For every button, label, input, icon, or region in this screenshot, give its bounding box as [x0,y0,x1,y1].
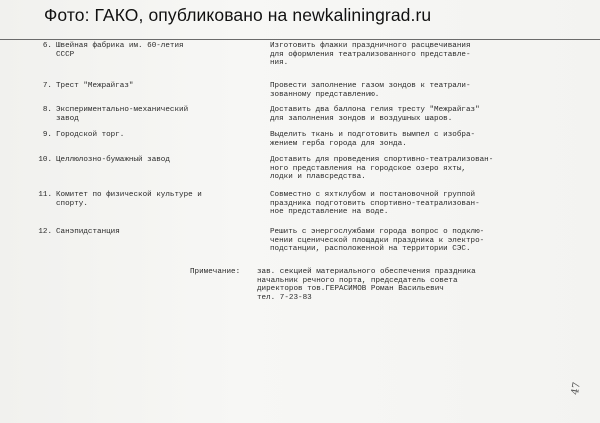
note-label: Примечание: [190,268,241,276]
item-organization: Швейная фабрика им. 60-летия СССР [56,42,184,59]
item-number: 9. [42,131,52,139]
item-number: 12. [38,228,52,236]
item-organization: Трест "Межрайгаз" [56,82,134,90]
photo-caption: Фото: ГАКО, опубликовано на newkaliningrad.ru [44,5,432,25]
item-number: 7. [42,82,52,90]
item-number: 11. [38,191,52,199]
item-task: Решить с энергослужбами города вопрос о подклю- чении сценической площадки праздника к электро- подстанции, расположенной на территории СЭС. [270,228,485,254]
top-divider [0,39,600,40]
item-task: Выделить ткань и подготовить вымпел с изобра- жением герба города для зонда. [270,131,476,148]
note-text: зав. секцией материального обеспечения праздника начальник речного порта, председатель совета директоров тов.ГЕРАСИМОВ Роман Васильевич тел. 7-23-83 [257,268,476,302]
item-task: Доставить два баллона гелия тресту "Межрайгаз" для заполнения зондов и воздушных шаров. [270,106,480,123]
item-organization: Целлюлозно-бумажный завод [56,156,170,164]
item-number: 10. [38,156,52,164]
item-task: Доставить для проведения спортивно-театрализован- ного представления на городское озеро яхты, лодки и плавсредства. [270,156,494,182]
item-number: 6. [42,42,52,50]
item-task: Изготовить флажки праздничного расцвечивания для оформления театрализованного представле- ния. [270,42,471,68]
item-organization: Санэпидстанция [56,228,120,236]
item-organization: Городской торг. [56,131,125,139]
item-organization: Комитет по физической культуре и спорту. [56,191,202,208]
page-number: 47 [569,381,583,396]
item-task: Провести заполнение газом зондов к театрали- зованному представлению. [270,82,471,99]
item-task: Совместно с яхтклубом и постановочной группой праздника подготовить спортивно-театрализован- ное представление на воде. [270,191,480,217]
item-organization: Экспериментально-механический завод [56,106,189,123]
item-number: 8. [42,106,52,114]
